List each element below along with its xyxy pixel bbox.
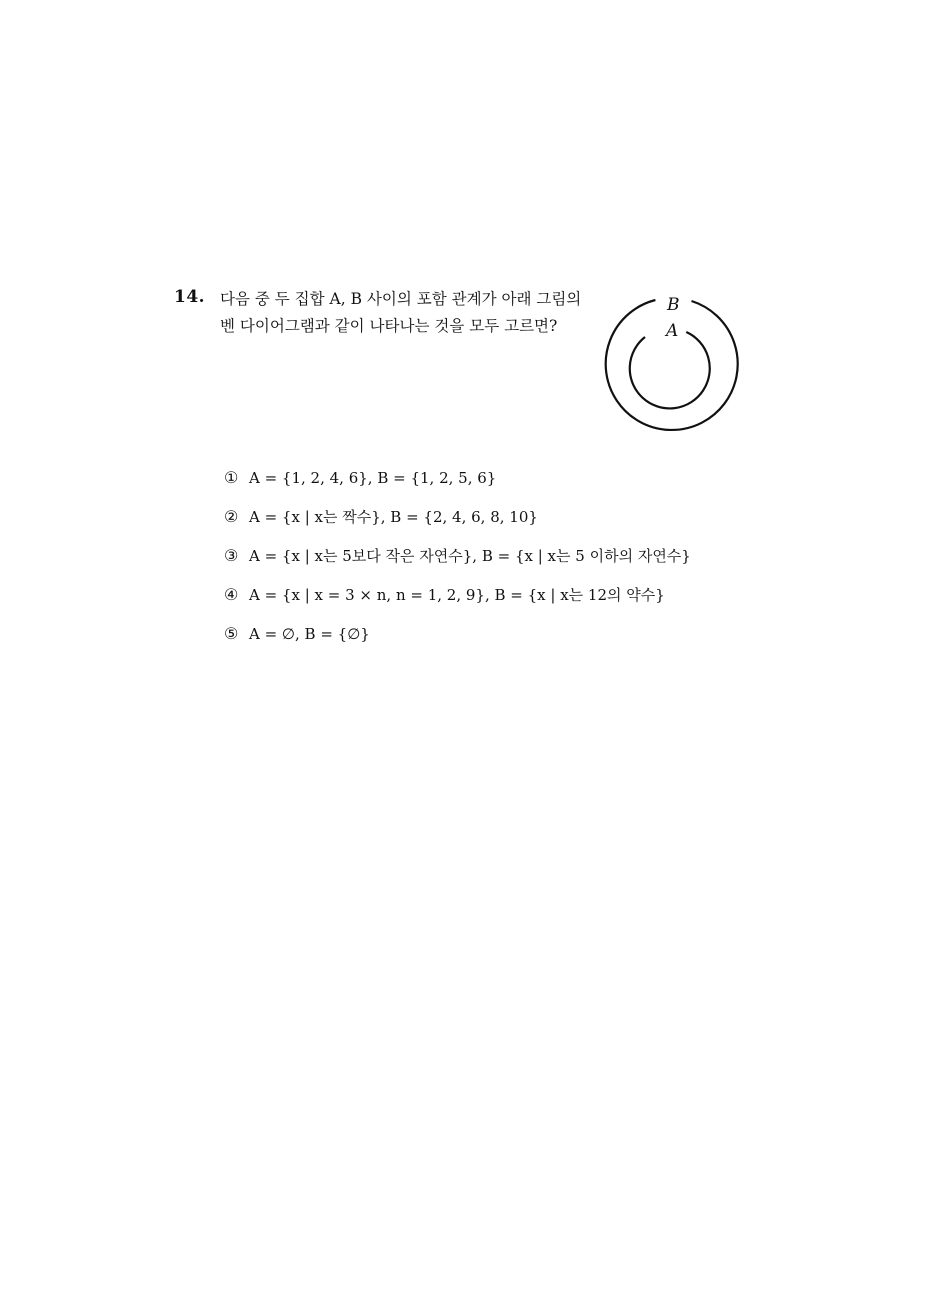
choice-5-mark: ⑤ bbox=[224, 624, 239, 643]
choice-4-text: A = {x | x = 3 × n, n = 1, 2, 9}, B = {x | x는 12의 약수} bbox=[249, 586, 665, 604]
choice-list bbox=[224, 458, 884, 653]
choice-5[interactable] bbox=[224, 614, 884, 653]
question-stem-line-1: 다음 중 두 집합 A, B 사이의 포함 관계가 아래 그림의 bbox=[220, 290, 582, 308]
choice-3-text: A = {x | x는 5보다 작은 자연수}, B = {x | x는 5 이하의 자연수} bbox=[249, 547, 691, 565]
venn-label-b: B bbox=[667, 295, 680, 315]
venn-diagram bbox=[600, 288, 750, 438]
choice-4[interactable] bbox=[224, 575, 884, 614]
choice-2[interactable] bbox=[224, 497, 884, 536]
venn-inner-circle-a bbox=[630, 332, 710, 408]
venn-label-a: A bbox=[666, 321, 679, 341]
question-number: 14. bbox=[174, 287, 206, 307]
choice-1-text: A = {1, 2, 4, 6}, B = {1, 2, 5, 6} bbox=[249, 468, 497, 487]
choice-5-text: A = ∅, B = {∅} bbox=[249, 624, 370, 643]
choice-1[interactable] bbox=[224, 458, 884, 497]
choice-1-mark: ① bbox=[224, 468, 239, 487]
question-stem bbox=[220, 286, 600, 340]
choice-3-mark: ③ bbox=[224, 546, 239, 565]
choice-2-text: A = {x | x는 짝수}, B = {2, 4, 6, 8, 10} bbox=[249, 508, 538, 526]
choice-3[interactable] bbox=[224, 536, 884, 575]
question-stem-line-2: 벤 다이어그램과 같이 나타나는 것을 모두 고르면? bbox=[220, 317, 558, 335]
choice-4-mark: ④ bbox=[224, 585, 239, 604]
venn-outer-circle-b bbox=[606, 300, 738, 430]
choice-2-mark: ② bbox=[224, 507, 239, 526]
